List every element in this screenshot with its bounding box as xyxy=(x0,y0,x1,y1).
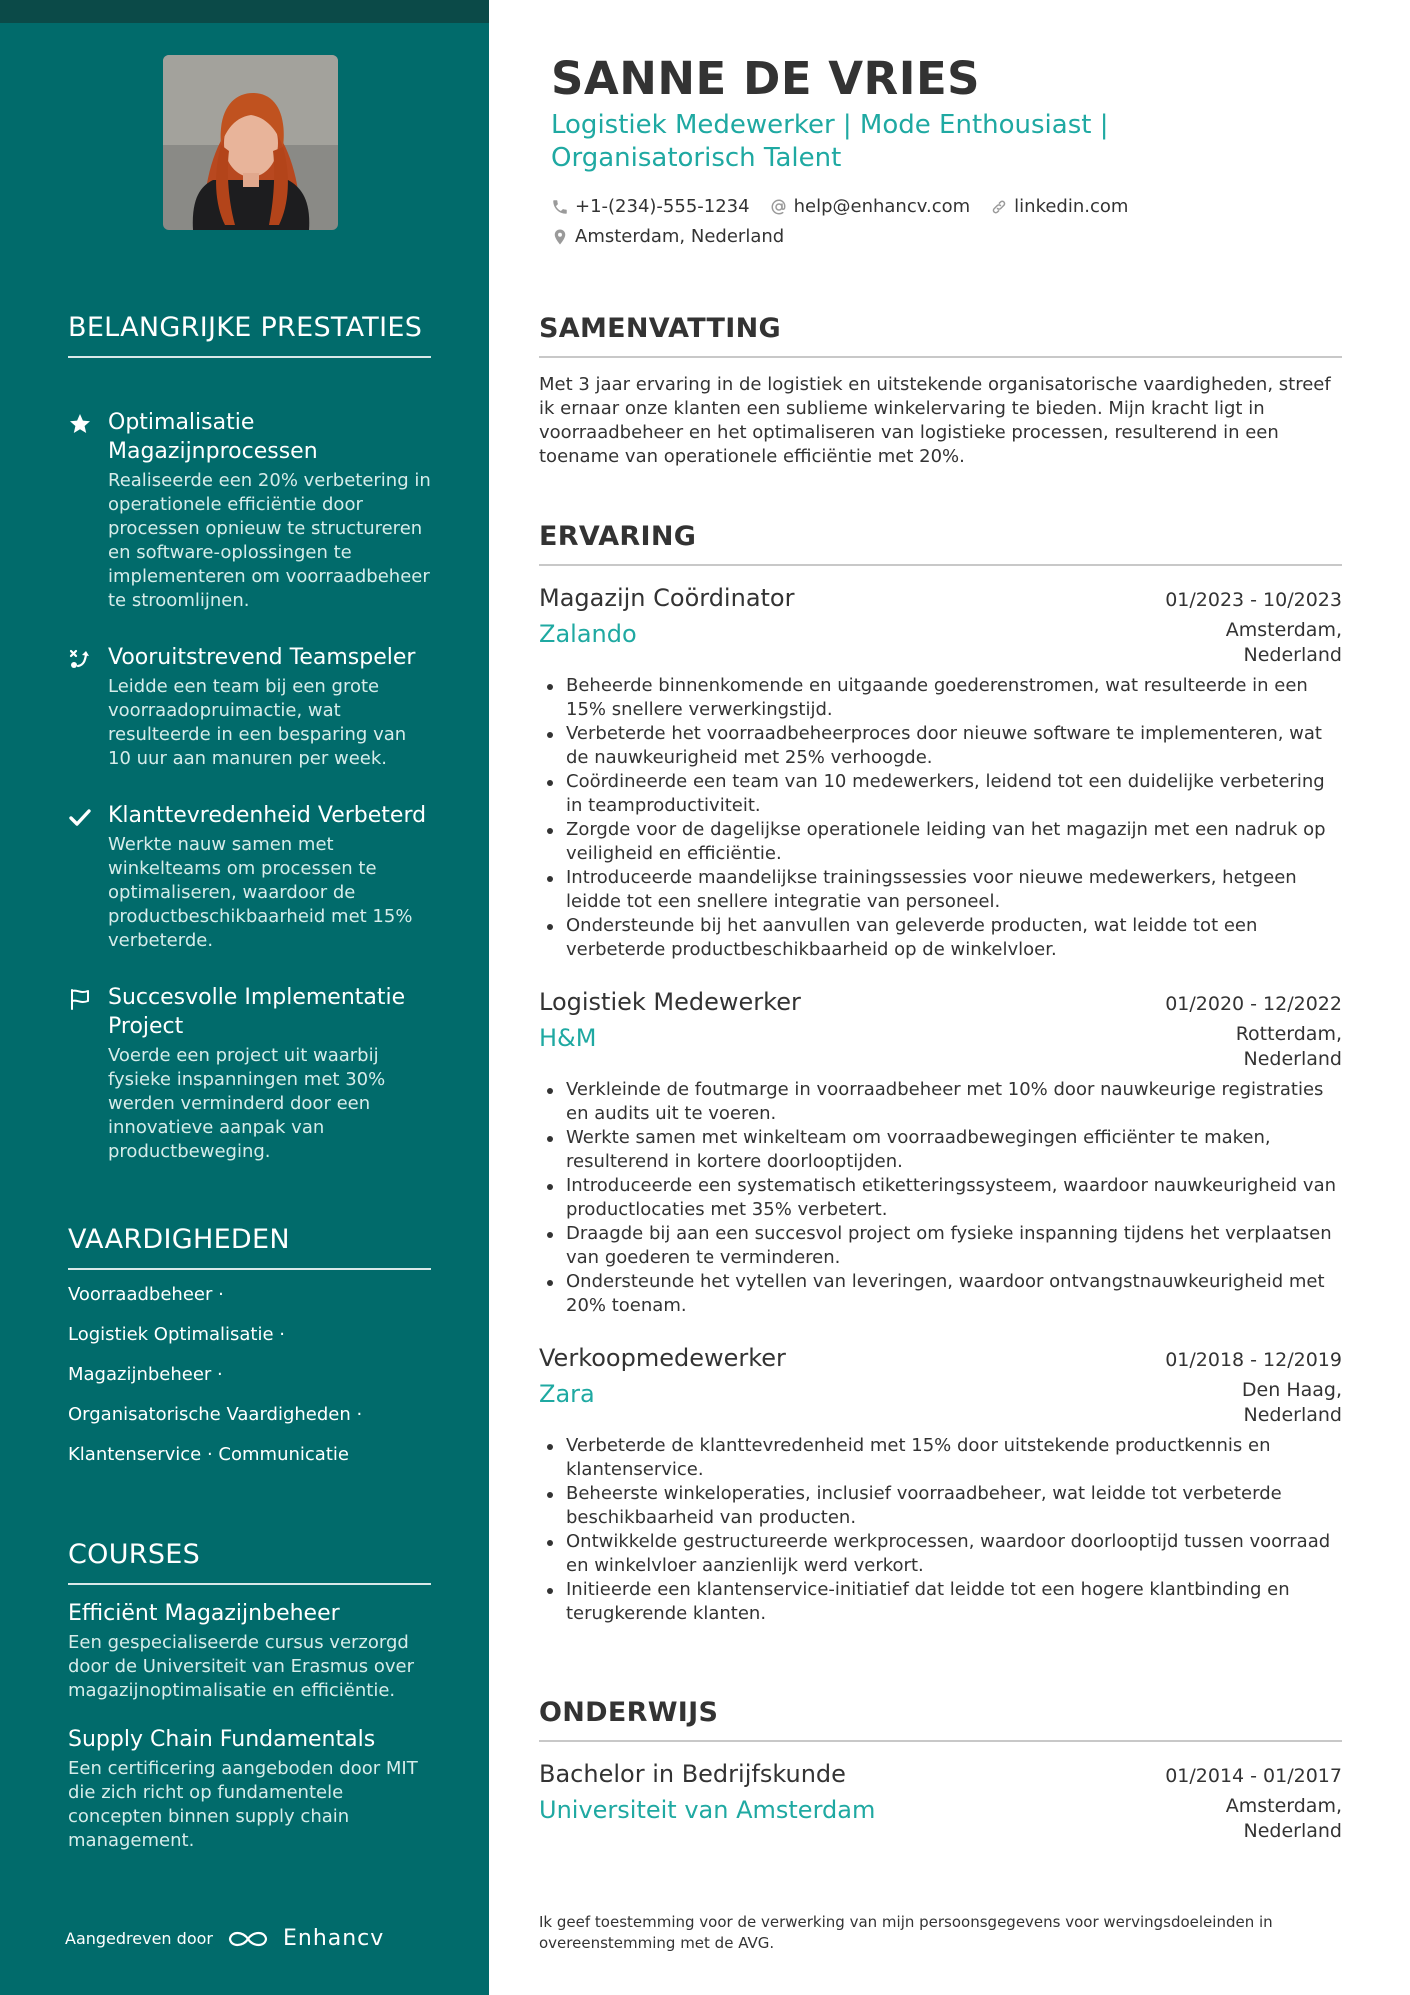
course-item xyxy=(68,1725,431,1853)
achievement-title: Optimalisatie Magazijnprocessen xyxy=(108,410,318,464)
school-name: Universiteit van Amsterdam xyxy=(539,1796,876,1824)
job-bullets xyxy=(539,1434,1342,1626)
bullet-item: Beheerste winkeloperaties, inclusief voorraadbeheer, wat leidde tot verbeterde beschikbaarheid van producten. xyxy=(539,1482,1342,1530)
phone-icon xyxy=(551,198,569,216)
job-city: Den Haag, xyxy=(1241,1379,1342,1401)
job-dates: 01/2018 - 12/2019 xyxy=(1165,1349,1342,1371)
achievement-title: Vooruitstrevend Teamspeler xyxy=(108,645,416,670)
skill-line: Magazijnbeheer · xyxy=(68,1364,223,1385)
bullet-item: Initieerde een klantenservice-initiatief dat leidde tot een hogere klantbinding en terugkerende klanten. xyxy=(539,1578,1342,1626)
sidebar xyxy=(0,0,489,1995)
bullet-item: Ondersteunde het vytellen van leveringen, waardoor ontvangstnauwkeurigheid met 20% toenam. xyxy=(539,1270,1342,1318)
achievements-list xyxy=(68,408,431,1194)
achievements-heading: BELANGRIJKE PRESTATIES xyxy=(68,312,423,343)
contact-email[interactable] xyxy=(770,192,971,222)
job-country: Nederland xyxy=(1243,644,1342,666)
achievement-description: Voerde een project uit waarbij fysieke inspanningen met 30% werden verminderd door een innovatieve aanpak van productbeweging. xyxy=(108,1045,386,1162)
bullet-item: Verbeterde het voorraadbeheerproces door nieuwe software te implementeren, wat de nauwkeurigheid met 25% verhoogde. xyxy=(539,722,1342,770)
course-title: Efficiënt Magazijnbeheer xyxy=(68,1601,340,1626)
powered-by[interactable] xyxy=(65,1926,384,1951)
course-title: Supply Chain Fundamentals xyxy=(68,1727,376,1752)
achievement-title: Klanttevredenheid Verbeterd xyxy=(108,803,427,828)
bullet-item: Beheerde binnenkomende en uitgaande goederenstromen, wat resulteerde in een 15% snellere verwerkingstijd. xyxy=(539,674,1342,722)
achievement-description: Leidde een team bij een grote voorraadopruimactie, wat resulteerde in een besparing van 10 uur aan manuren per week. xyxy=(108,676,407,769)
job-entry xyxy=(539,1342,1342,1626)
bullet-item: Ondersteunde bij het aanvullen van geleverde producten, wat leidde tot een verbeterde productbeschikbaarheid op de winkelvloer. xyxy=(539,914,1342,962)
job-location xyxy=(1226,618,1342,668)
skill-line: Voorraadbeheer · xyxy=(68,1284,224,1305)
course-item xyxy=(68,1599,431,1703)
enhancv-logo-icon xyxy=(225,1927,271,1951)
bullet-item: Introduceerde een systematisch etiketteringssysteem, waardoor nauwkeurigheid van productlocaties met 35% verbetert. xyxy=(539,1174,1342,1222)
summary-text: Met 3 jaar ervaring in de logistiek en uitstekende organisatorische vaardigheden, streef ik ernaar onze klanten een sublieme winkelervaring te bieden. Mijn kracht ligt in voorraadbeheer en het optimaliseren van logistieke processen, resulterend in een toename van operationele efficiëntie met 20%. xyxy=(539,374,1331,467)
bullet-item: Werkte samen met winkelteam om voorraadbewegingen efficiënter te maken, resulterend in kortere doorlooptijden. xyxy=(539,1126,1342,1174)
link-icon xyxy=(990,198,1008,216)
bullet-item: Verkleinde de foutmarge in voorraadbeheer met 10% door nauwkeurige registraties en audits uit te voeren. xyxy=(539,1078,1342,1126)
contact-phone[interactable] xyxy=(551,192,750,222)
experience-heading: ERVARING xyxy=(539,521,697,552)
job-country: Nederland xyxy=(1243,1404,1342,1426)
skill-line: Organisatorische Vaardigheden · xyxy=(68,1404,363,1425)
checkmark-icon xyxy=(68,805,92,829)
job-title: Logistiek Medewerker xyxy=(539,988,801,1016)
job-bullets xyxy=(539,674,1342,962)
contact-location xyxy=(551,222,784,252)
at-sign-icon xyxy=(770,198,788,216)
job-entry xyxy=(539,582,1342,962)
achievement-item xyxy=(68,801,431,953)
summary-divider xyxy=(539,356,1342,358)
job-location xyxy=(1242,1378,1342,1428)
school-city: Amsterdam, xyxy=(1225,1795,1342,1817)
company-name: H&M xyxy=(539,1024,597,1052)
company-name: Zalando xyxy=(539,620,637,648)
job-country: Nederland xyxy=(1243,1048,1342,1070)
powered-by-brand: Enhancv xyxy=(282,1926,385,1951)
courses-heading: COURSES xyxy=(68,1539,201,1570)
achievement-item xyxy=(68,983,431,1164)
job-city: Amsterdam, xyxy=(1225,619,1342,641)
profile-photo xyxy=(163,55,338,230)
powered-by-label: Aangedreven door xyxy=(65,1928,213,1948)
experience-divider xyxy=(539,564,1342,566)
job-title: Verkoopmedewerker xyxy=(539,1344,786,1372)
candidate-tagline: Logistiek Medewerker | Mode Enthousiast | Organisatorisch Talent xyxy=(551,110,1109,173)
school-location xyxy=(1226,1794,1342,1844)
star-icon xyxy=(68,412,92,436)
education-divider xyxy=(539,1740,1342,1742)
skills-list xyxy=(68,1283,431,1483)
course-description: Een certificering aangeboden door MIT die zich richt op fundamentele concepten binnen supply chain management. xyxy=(68,1758,418,1851)
location-pin-icon xyxy=(551,228,569,246)
skills-divider xyxy=(68,1268,431,1270)
achievements-header xyxy=(68,310,431,358)
summary-section xyxy=(539,311,1342,469)
achievement-title: Succesvolle Implementatie Project xyxy=(108,985,406,1039)
skills-header xyxy=(68,1222,431,1270)
skill-line: Logistiek Optimalisatie · xyxy=(68,1324,286,1345)
skills-heading: VAARDIGHEDEN xyxy=(68,1224,290,1255)
job-city: Rotterdam, xyxy=(1235,1023,1342,1045)
location-text: Amsterdam, Nederland xyxy=(575,226,785,247)
education-section xyxy=(539,1695,1342,1844)
contact-info xyxy=(551,192,1331,252)
job-entry xyxy=(539,986,1342,1318)
bullet-item: Coördineerde een team van 10 medewerkers, leidend tot een duidelijke verbetering in teamproductiviteit. xyxy=(539,770,1342,818)
bullet-item: Verbeterde de klanttevredenheid met 15% door uitstekende productkennis en klantenservice. xyxy=(539,1434,1342,1482)
achievement-item xyxy=(68,408,431,613)
summary-heading: SAMENVATTING xyxy=(539,313,781,344)
achievement-item xyxy=(68,643,431,771)
job-location xyxy=(1236,1022,1342,1072)
flag-icon xyxy=(68,987,92,1011)
bullet-item: Zorgde voor de dagelijkse operationele leiding van het magazijn met een nadruk op veiligheid en efficiëntie. xyxy=(539,818,1342,866)
linkedin-url: linkedin.com xyxy=(1014,196,1129,217)
candidate-name: SANNE DE VRIES xyxy=(551,52,981,105)
sidebar-top-bar xyxy=(0,0,489,23)
job-dates: 01/2023 - 10/2023 xyxy=(1165,589,1342,611)
achievement-description: Werkte nauw samen met winkelteams om processen te optimaliseren, waardoor de productbeschikbaarheid met 15% verbeterde. xyxy=(108,834,413,951)
bullet-item: Ontwikkelde gestructureerde werkprocessen, waardoor doorlooptijd tussen voorraad en winkelvloer aanzienlijk werd verkort. xyxy=(539,1530,1342,1578)
job-title: Magazijn Coördinator xyxy=(539,584,795,612)
bullet-item: Draagde bij aan een succesvol project om fysieke inspanning tijdens het verplaatsen van goederen te verminderen. xyxy=(539,1222,1342,1270)
achievements-divider xyxy=(68,356,431,358)
strategy-icon xyxy=(68,647,92,671)
job-dates: 01/2020 - 12/2022 xyxy=(1165,993,1342,1015)
course-description: Een gespecialiseerde cursus verzorgd door de Universiteit van Erasmus over magazijnoptimalisatie en efficiëntie. xyxy=(68,1632,414,1701)
courses-divider xyxy=(68,1583,431,1585)
education-heading: ONDERWIJS xyxy=(539,1697,719,1728)
gdpr-consent: Ik geef toestemming voor de verwerking van mijn persoonsgegevens voor wervingsdoeleinden in overeenstemming met de AVG. xyxy=(539,1913,1273,1952)
degree-title: Bachelor in Bedrijfskunde xyxy=(539,1760,846,1788)
email-address: help@enhancv.com xyxy=(793,196,971,217)
contact-linkedin[interactable] xyxy=(990,192,1128,222)
experience-section xyxy=(539,519,1342,1626)
bullet-item: Introduceerde maandelijkse trainingssessies voor nieuwe medewerkers, hetgeen leidde tot een snellere integratie van personeel. xyxy=(539,866,1342,914)
skill-line: Klantenservice · Communicatie xyxy=(68,1444,349,1465)
job-bullets xyxy=(539,1078,1342,1318)
achievement-description: Realiseerde een 20% verbetering in operationele efficiëntie door processen opnieuw te structureren en software-oplossingen te implementeren om voorraadbeheer te stroomlijnen. xyxy=(108,470,431,611)
company-name: Zara xyxy=(539,1380,595,1408)
phone-number: +1-(234)-555-1234 xyxy=(575,196,750,217)
education-entry xyxy=(539,1758,1342,1844)
education-dates: 01/2014 - 01/2017 xyxy=(1165,1765,1342,1787)
school-country: Nederland xyxy=(1243,1820,1342,1842)
courses-section xyxy=(68,1537,431,1875)
